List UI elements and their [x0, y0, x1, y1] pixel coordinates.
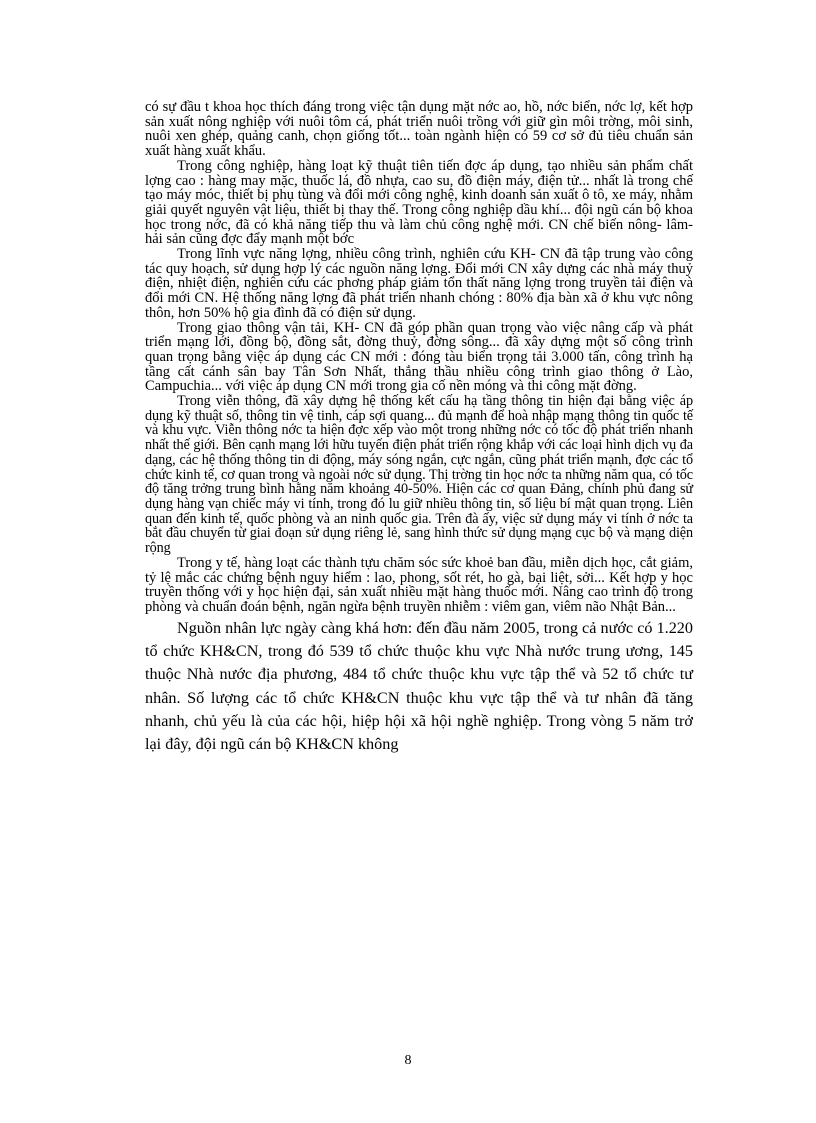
- paragraph-fisheries: có sự đầu t khoa học thích đáng trong việc tận dụng mặt nớc ao, hồ, nớc biển, nớc lợ, kết hợp sản xuất nông nghiệp với nuôi tôm cá, phát triển nuôi trồng với giữ gìn môi trờng, môi sinh, nuôi xen ghép, quảng canh, chọn giống tốt... toàn ngành hiện có 59 cơ sở đủ tiêu chuẩn sản xuất hàng xuất khẩu.: [145, 99, 693, 160]
- paragraph-human-resources: Nguồn nhân lực ngày càng khá hơn: đến đầu năm 2005, trong cả nước có 1.220 tổ chức KH&CN, trong đó 539 tổ chức thuộc khu vực Nhà nước trung ương, 145 thuộc Nhà nước địa phương, 484 tổ chức thuộc khu vực tập thể và 52 tổ chức tư nhân. Số lượng các tổ chức KH&CN thuộc khu vực tập thể và tư nhân đã tăng nhanh, chủ yếu là của các hội, hiệp hội xã hội nghề nghiệp. Trong vòng 5 năm trở lại đây, đội ngũ cán bộ KH&CN không: [145, 618, 693, 754]
- paragraph-industry: Trong công nghiệp, hàng loạt kỹ thuật tiên tiến đợc áp dụng, tạo nhiều sản phẩm chất lợng cao : hàng may mặc, thuốc lá, đồ nhựa, cao su, đồ điện máy, điện tử... nhất là trong chế tạo máy móc, thiết bị phụ tùng và đổi mới công nghệ, kinh doanh sản xuất ô tô, xe máy, nhằm giải quyết nguyên vật liệu, thiết bị thay thế. Trong công nghiệp dầu khí... đội ngũ cán bộ khoa học trong nớc, đã có khả năng tiếp thu và làm chủ công nghệ mới. CN chế biến nông- lâm- hải sản cũng đợc đẩy mạnh một bớc: [145, 157, 693, 248]
- document-page: [145, 100, 693, 756]
- page-number: 8: [404, 1053, 412, 1068]
- paragraph-transport: Trong giao thông vận tải, KH- CN đã góp phần quan trọng vào việc nâng cấp và phát triển mạng lới, đồng bộ, đồng sắt, đờng thuỷ, đờng sông... đã xây dựng một số công trình quan trọng bằng việc áp dụng các CN mới : đóng tàu biển trọng tải 3.000 tấn, công trình hạ tầng cất cánh sân bay Tân Sơn Nhất, thắng thầu nhiều công trình giao thông ở Lào, Campuchia... với việc áp dụng CN mới trong gia cố nền móng và thi công mặt đờng.: [145, 319, 693, 395]
- paragraph-telecom: Trong viễn thông, đã xây dựng hệ thống kết cấu hạ tầng thông tin hiện đại bằng việc áp dụng kỹ thuật số, thông tin vệ tinh, cáp sợi quang... đủ mạnh để hoà nhập mạng thông tin quốc tế và khu vực. Viễn thông nớc ta hiện đợc xếp vào một trong những nớc có tốc độ phát triển nhanh nhất thế giới. Bên cạnh mạng lới hữu tuyến điện phát triển rộng khắp với các loại hình dịch vụ đa dạng, các hệ thống thông tin di động, máy sóng ngắn, cực ngắn, cũng phát triển mạnh, đợc các tổ chức kinh tế, cơ quan trong và ngoài nớc sử dụng. Thị trờng tin học nớc ta những năm qua, có tốc độ tăng trởng trung bình hằng năm khoảng 40-50%. Hiện các cơ quan Đảng, chính phủ đang sử dụng hàng vạn chiếc máy vi tính, trong đó lu giữ nhiều thông tin, số liệu bí mật quan trọng. Liên quan đến kinh tế, quốc phòng và an ninh quốc gia. Trên đà ấy, việc sử dụng máy vi tính ở nớc ta bắt đầu chuyển từ giai đoạn sử dụng riêng lẻ, sang hình thức sử dụng mạng cục bộ và mạng diện rộng: [145, 393, 693, 557]
- paragraph-energy: Trong lĩnh vực năng lợng, nhiều công trình, nghiên cứu KH- CN đã tập trung vào công tác quy hoạch, sử dụng hợp lý các nguồn năng lợng. Đổi mới CN xây dựng các nhà máy thuỷ điện, nhiệt điện, nghiên cứu các phơng pháp giảm tổn thất năng lợng trong truyền tải điện và đổi mới CN. Hệ thống năng lợng đã phát triển nhanh chóng : 80% địa bàn xã ở khu vực nông thôn, hơn 50% hộ gia đình đã có điện sử dụng.: [145, 246, 693, 321]
- paragraph-health: Trong y tế, hàng loạt các thành tựu chăm sóc sức khoẻ ban đầu, miễn dịch học, cắt giảm, tỷ lệ mắc các chứng bệnh nguy hiểm : lao, phong, sốt rét, ho gà, bại liệt, sởi... Kết hợp y học truyền thống với y học hiện đại, sản xuất nhiều mặt hàng thuốc mới. Nâng cao trình độ trong phòng và chuẩn đoán bệnh, ngăn ngừa bệnh truyền nhiễm : viêm gan, viêm não Nhật Bản...: [145, 554, 693, 615]
